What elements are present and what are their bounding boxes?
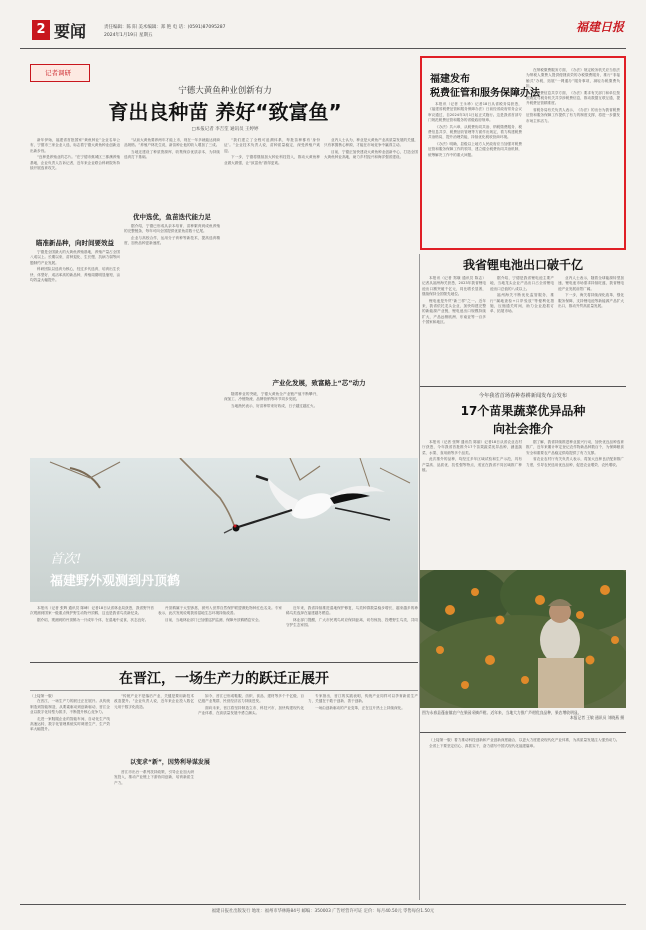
tax-title-line2: 税费征管和服务保障办法 xyxy=(430,88,540,99)
battery-col-1: 本报讯（记者 郑璜 通讯员 陈志）记者从福州海关获悉，2023年我省锂电池出口额突破千亿元，同比增长显著，继续保持全国领先地位。 锂电池是外贸“新三样”之一。近年来，我省依托龙头企业，加快构建完整的新能源产业链，锂电池出口规模持续扩大，产品远销欧洲、东南亚等一百多个国家和地区。 xyxy=(422,276,486,325)
apple-col-1: 本报讯（记者 张辉 通讯员 陈丽）记者18日从省农业农村厅获悉，今年我省首批推介17个苗果蔬菜优异品种，涵盖蔬菜、水果、食用菌等多个品类。 此次推介的品种，均经过多年区域试验和生产示范，具有产量高、品质优、抗性强等特点，适宜在我省不同区域推广种植。 xyxy=(422,440,522,473)
jinjiang-col-2: “传统产业不是落后产业，关键是要用新技术改造提升。”企业负责人说，近年来企业投入数亿元用于数字化改造。 xyxy=(114,694,194,709)
apple-col-2: 据了解，我省持续推进种业振兴行动，加快优良品种选育推广，近年来累计审定登记农作物新品种数百个，为保障粮食安全和重要农产品稳定供给提供了有力支撑。 省农业农村厅有关负责人表示，将加大良种良法配套推广力度，引导农民选用优良品种，促进农业增效、农民增收。 xyxy=(526,440,624,467)
apple-title-line2: 向社会推介 xyxy=(492,422,553,436)
fish-headline: 育出良种苗 养好“致富鱼” xyxy=(108,100,342,124)
battery-col-2: 据介绍，宁德是我省锂电池主要产地，当地龙头企业产品出口占全省锂电池出口总值的八成以上。 福州海关不断优化监管服务，推行“属地查检+口岸验放”等便利化措施，压缩通关时间，助力企业抢抓订单、拓展市场。 xyxy=(490,276,554,314)
fish-subhead-2: 优中选优，鱼苗迭代能力足 xyxy=(133,213,211,221)
footer-rule xyxy=(20,904,626,905)
section-name: 要闻 xyxy=(54,22,87,41)
orchard-photo xyxy=(420,570,626,708)
survey-tag-text: 记者调研 xyxy=(45,69,71,77)
fish-kicker: 宁德大黄鱼种业创新有力 xyxy=(178,86,272,96)
masthead-text: 福建日报 xyxy=(576,20,625,34)
fish-col-4: 业内人士认为，种业是大黄鱼产业高质量发展的关键，只有掌握核心种源，才能在市场竞争中赢得主动。 目前，宁德正加快建设大黄鱼种业创新中心，打造全国大黄鱼种业高地，助力乡村振兴和海洋强省建设。 xyxy=(324,138,418,160)
tax-article-box xyxy=(420,56,626,250)
header-meta-1: 责任编辑：陈 阳 美术编辑：郑 艳 电 话：(0591)87095287 xyxy=(104,25,226,30)
jinjiang-headline: 在晋江，一场生产力的跃迁正展开 xyxy=(119,671,329,687)
tax-col-1: 本报讯（记者 王永珍）记者18日从省税务局获悉，《福建省税费征管和服务保障办法》日前经省政府常务会议审议通过，自2024年3月1日起正式施行。这是我省首部专门规范税费征管和服务的省级政府规章。 《办法》共六章，从税费协同共治、纳税缴费服务、税费信息共享、税费征收管理等方面作出规定，着力构建税费共治格局，提升治理效能，持续优化税收营商环境。 《办法》明确，县级以上地方人民政府应当加强对税费征管和服务保障工作的领导，建立健全税费协同共治机制，统筹解决工作中的重大问题。 xyxy=(428,102,522,157)
crane-col-2: 丹顶鹤属于大型涉禽，被列入世界自然保护联盟濒危物种红色名录。专家表示，此次发现说明我省湿地生态环境持续改善。 目前，当地林业部门已加强巡护监测，保障丹顶鹤栖息安全。 xyxy=(158,606,282,622)
apple-kicker: 今年我省首场春种春耕新闻发布会发布 xyxy=(478,393,568,399)
fish-col-3: “我们建立了全程可追溯体系，每批苗种都有‘身份证’。”企业技术负责人说，苗种质量稳定，深受养殖户欢迎。 下一步，宁德将继续加大种业科技投入，推动大黄鱼种业做大做强，让“致富鱼”游得更欢。 xyxy=(224,138,320,165)
masthead-logo xyxy=(576,16,624,40)
reporter-survey-tag xyxy=(30,64,90,82)
orchard-photo-art xyxy=(420,570,626,708)
fish-col-1: 新年伊始，福建省首批国家“黄鱼种业”企业名单公布，宁德市三家企业入选，标志着宁德大黄鱼种业创新迈出新步伐。 “良种是养殖业的芯片。”在宁德市蕉城区三都澳养殖基地，企业负责人告诉记者，近年来企业联合科研院所持续开展选育攻关。 xyxy=(30,138,120,171)
fish-col-2: “从前大黄鱼要养两年才能上市，现在一年多就能达到商品规格。”养殖户林先生说，新苗种让他的收入增加了三成。 当地还建设了种质资源库，收集保存优质亲本，为持续选育打下基础。 xyxy=(124,138,220,160)
battery-headline: 我省锂电池出口破千亿 xyxy=(462,258,583,272)
orchard-caption: 图为永春县蓬壶镇农户在果园采摘芦柑。近年来，当地大力推广芦柑优良品种，果农增收明显。 本报记者 王敏 通讯员 刘晓燕 摄 xyxy=(422,710,624,720)
crane-col-3: 近年来，我省持续推进湿地保护修复，鸟类种群数量稳步增长，越来越多的珍稀鸟类选择在福建越冬栖息。 林业部门提醒，广大市民观鸟时应保持距离，切勿惊扰、投喂野生鸟类，共同守护生态家园。 xyxy=(286,606,418,628)
fish-col-1b: 宁德是全国最大的大黄鱼养殖基地，养殖产量占全国八成以上。长期以来，苗种退化、生长慢、抗病力弱等问题制约产业发展。 科研团队以选育为核心，经过多代选育，培育出生长快、体型好、成活率高的新品种，养殖周期明显缩短，亩均效益大幅提升。 xyxy=(30,250,120,283)
crane-script-label: 首次! xyxy=(50,552,82,567)
jinjiang-top-rule xyxy=(30,662,418,663)
jinjiang-col-3: 如今，晋江已形成鞋服、纺织、食品、建材等多个千亿级、百亿级产业集群，民营经济活力持续迸发。 面向未来，晋江将坚持制造立市、科技兴市，加快构建现代化产业体系，在高质量发展中勇立潮头。 xyxy=(198,694,304,716)
crane-headline: 福建野外观测到丹顶鹤 xyxy=(50,574,181,589)
tax-title-line1: 福建发布 xyxy=(430,74,470,85)
jinjiang-col-4: 专家指出，晋江的实践表明，传统产业同样可以孕育新质生产力，关键在于敢于创新、善于创新。 一场由创新驱动的产业变革，正在这片热土上持续深化。 xyxy=(308,694,418,710)
jinjiang-col-1: （上接第一版） 在晋江，一场生产力的跃迁正在展开。从传统制造到智能制造，从要素驱动到创新驱动，晋江企业以数字化转型为抓手，不断提升核心竞争力。 走进一家鞋服企业的智能车间，自动化生产线高速运转，数字化管理系统实时调度生产，生产效率大幅提升。 xyxy=(30,694,110,732)
footer-text: 福建日报社出版发行 地址：福州市华林路84号 邮编：350003 广告经营许可证 定价：每月40.50元 零售每份1.50元 xyxy=(211,909,435,914)
fish-byline: □本报记者 李吉笙 通讯员 王婷婷 xyxy=(191,127,259,132)
header-rule xyxy=(20,48,626,49)
right-bottom-rule xyxy=(420,732,626,733)
apple-top-rule xyxy=(420,386,626,387)
fish-subhead-1: 瞄准新品种，向时间要效益 xyxy=(36,239,114,247)
page-number: 2 xyxy=(36,22,46,37)
fish-col-3b: 随着种业的突破，宁德大黄鱼全产业链产值不断攀升，深加工、冷链物流、品牌营销等环节同步发展。 当地渔民表示，好苗种带来好收成，日子越过越红火。 xyxy=(224,392,320,408)
battery-col-3: 业内人士表示，随着全球能源转型加速，锂电池市场需求持续旺盛，我省锂电池产业发展前景广阔。 下一步，海关将持续深化改革，强化服务保障，支持锂电池等新能源产品扩大出口，推动外贸高质量发展。 xyxy=(558,276,624,309)
crane-photo xyxy=(30,458,418,602)
jinjiang-col-2b: 晋江市出台一系列扶持政策，引导企业加大研发投入，推动产业链上下游协同创新，培育新质生产力。 xyxy=(114,770,194,785)
crane-col-1: 本报讯（记者 张辉 通讯员 陈峰）记者18日从省林业局获悉，我省野外首次观测到国家一级重点保护野生动物丹顶鹤，这也是我省鸟类新纪录。 据介绍，观测到的丹顶鹤为一只成年个体，在湿地中觅食，状态良好。 xyxy=(30,606,154,622)
header-meta-2: 2024年1月19日 星期五 xyxy=(104,33,153,38)
column-divider xyxy=(419,254,420,900)
page-number-box xyxy=(32,20,50,40)
jinjiang-prefix: （上接第一版） xyxy=(30,694,56,698)
apple-title-line1: 17个苗果蔬菜优异品种 xyxy=(460,404,586,418)
jinjiang-title-rule xyxy=(30,690,418,691)
fish-subhead-3: 产业化发展，致富路上“芯”动力 xyxy=(272,379,366,387)
orchard-caption-credit: 本报记者 王敏 通讯员 刘晓燕 摄 xyxy=(569,715,624,720)
fish-col-2b: 据介绍，宁德已形成从亲本培育、苗种繁育到成鱼养殖的完整链条，每年可向全国提供优质鱼苗数十亿尾。 企业与高校合作，运用分子育种等新技术，提高选育精度，加快品种更新速度。 xyxy=(124,224,220,246)
jinjiang-subhead: 以变求“新”，因势利导谋发展 xyxy=(130,759,210,766)
jinjiang-col-5: （上接第一版）着力推动科技创新和产业创新深度融合，以更大力度建设现代化产业体系，为高质量发展注入强劲动力。 全省上下要坚定信心、真抓实干，奋力谱写中国式现代化福建篇章。 xyxy=(429,738,620,749)
tax-col-2: 在纳税缴费服务方面，《办法》规定税务机关应当依法为纳税人缴费人提供便捷高效的办税缴费服务，推行“非接触式”办税，拓展“一网通办”服务事项，减轻办税缴费负担。 在税费信息共享方面，《办法》要求有关部门和单位按照规定与税务机关共享涉税费信息，推动数据互联互通，提升税费征管精准度。 省税务局有关负责人表示，《办法》的出台为我省税费征管和服务保障工作提供了有力的制度支撑，将进一步激发市场主体活力。 xyxy=(526,68,620,123)
